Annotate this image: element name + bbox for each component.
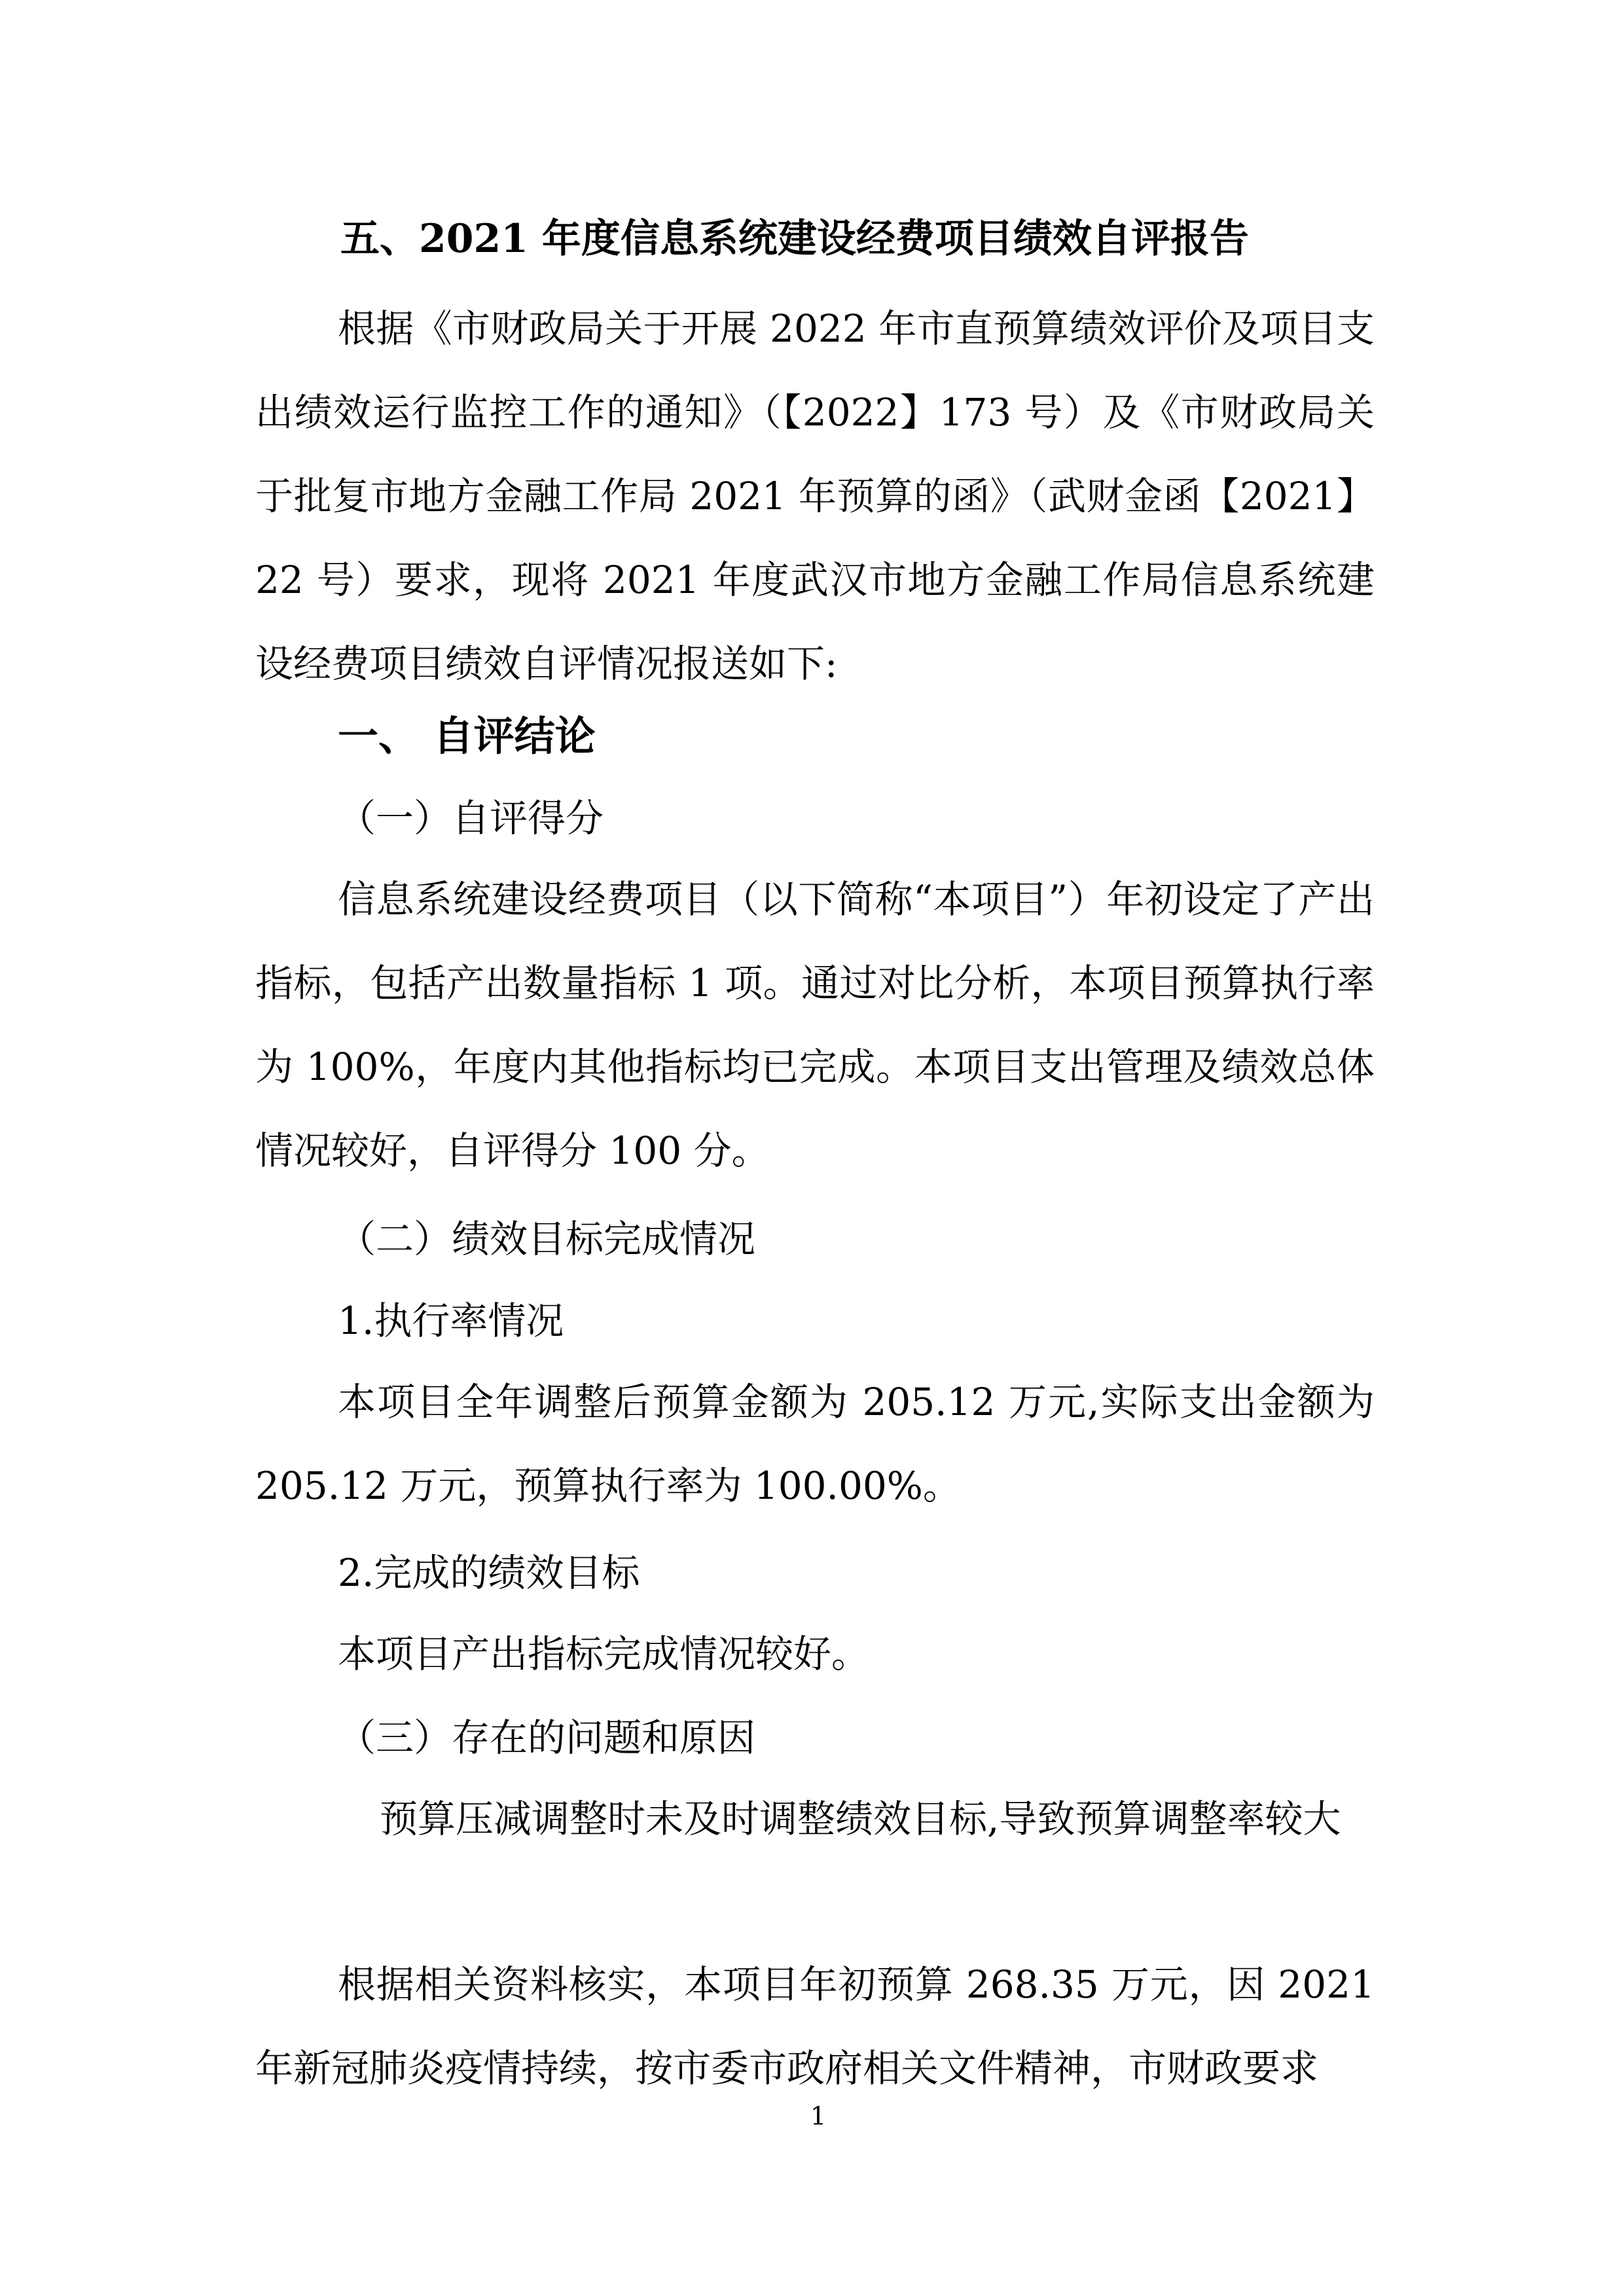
subheading-performance-goal-completion: （二）绩效目标完成情况 (338, 1217, 756, 1261)
item-heading-execution-rate: 1.执行率情况 (338, 1299, 564, 1343)
subheading-self-evaluation-score: （一）自评得分 (338, 796, 604, 840)
score-paragraph: 信息系统建设经费项目（以下简称“本项目”）年初设定了产出指标，包括产出数量指标 1 项。通过对比分析，本项目预算执行率为 100%，年度内其他指标均已完成。本项目支出管理及绩效总体情况较好，自评得分 100 分。 (255, 877, 1375, 1173)
intro-paragraph: 根据《市财政局关于开展 2022 年市直预算绩效评价及项目支出绩效运行监控工作的通知》（【2022】173 号）及《市财政局关于批复市地方金融工作局 2021 年预算的函》（武财金函【2021】22 号）要求，现将 2021 年度武汉市地方金融工作局信息系统建设经费项目绩效自评情况报送如下: (255, 306, 1375, 686)
completed-goals-paragraph: 本项目产出指标完成情况较好。 (338, 1632, 870, 1676)
problem-statement: 预算压减调整时未及时调整绩效目标,导致预算调整率较大 (380, 1797, 1341, 1841)
subheading-problems-and-causes: （三）存在的问题和原因 (338, 1715, 756, 1760)
item-heading-completed-goals: 2.完成的绩效目标 (338, 1551, 640, 1595)
problem-detail-paragraph: 根据相关资料核实，本项目年初预算 268.35 万元，因 2021 年新冠肺炎疫情持续，按市委市政府相关文件精神，市财政要求 (255, 1962, 1375, 2090)
page-number: 1 (810, 2102, 827, 2130)
execution-rate-paragraph: 本项目全年调整后预算金额为 205.12 万元,实际支出金额为 205.12 万元，预算执行率为 100.00%。 (255, 1380, 1375, 1508)
document-title: 五、2021 年度信息系统建设经费项目绩效自评报告 (340, 216, 1249, 262)
section-heading-self-evaluation-conclusion: 一、 自评结论 (338, 712, 596, 760)
